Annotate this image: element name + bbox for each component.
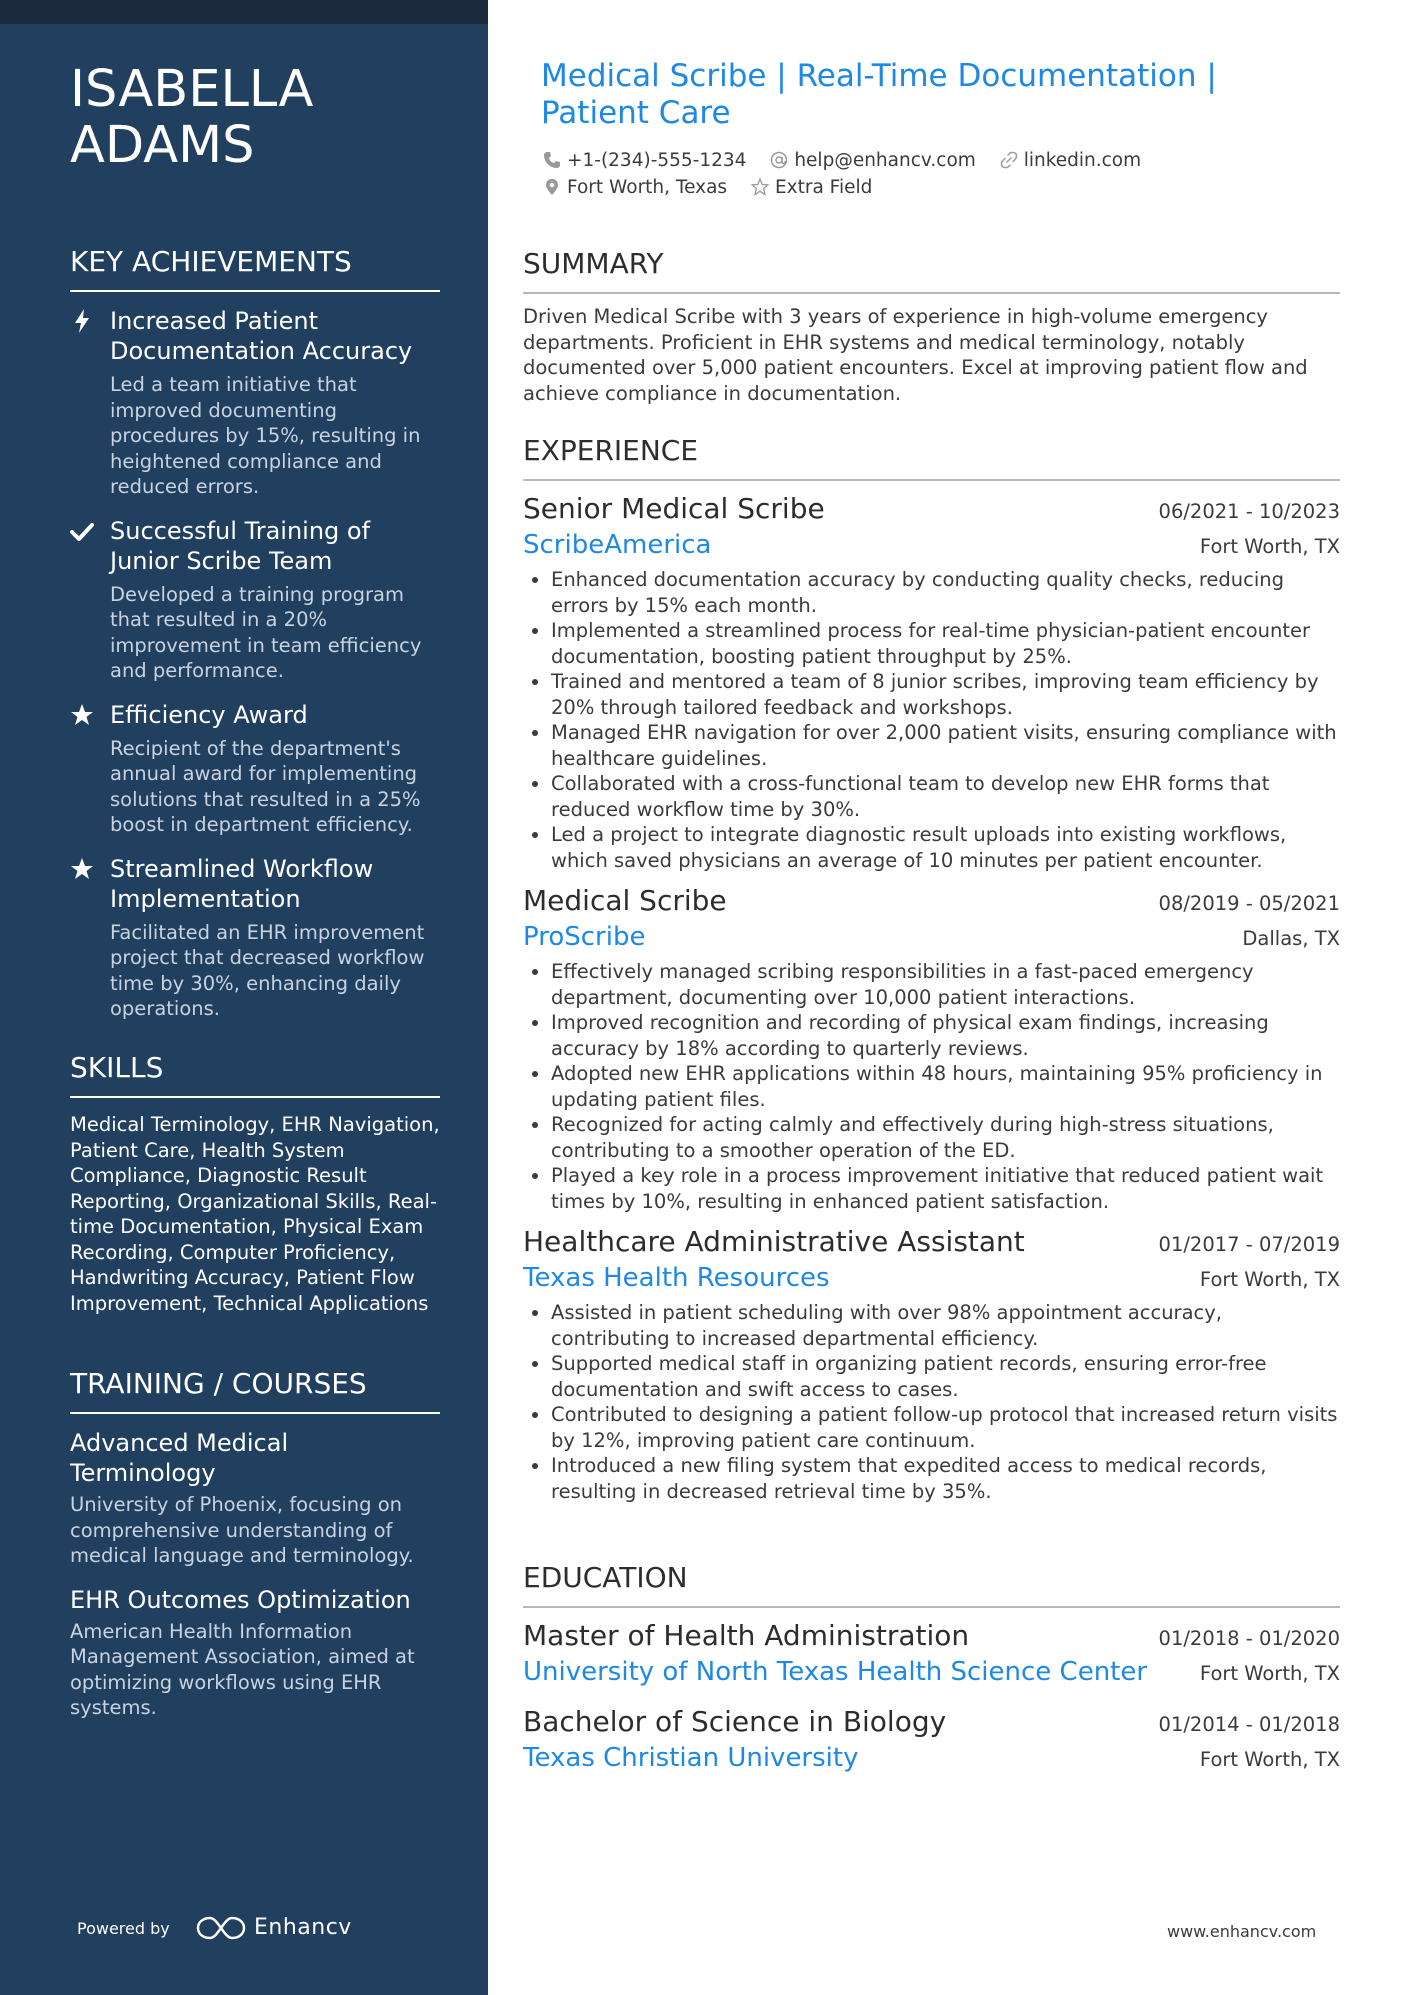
- job-bullet: • Collaborated with a cross-functional team to develop new EHR forms that reduced workflow time by 30%.: [551, 771, 1340, 822]
- course-item: [70, 1585, 440, 1721]
- job-bullet: • Managed EHR navigation for over 2,000 patient visits, ensuring compliance with healthcare guidelines.: [551, 720, 1340, 771]
- achievement-title: Increased Patient Documentation Accuracy: [110, 307, 413, 365]
- achievement-item: [70, 700, 440, 838]
- skills-list: Medical Terminology, EHR Navigation, Patient Care, Health System Compliance, Diagnostic Result Reporting, Organizational Skills, Real-time Documentation, Physical Exam Recording, Computer Proficiency, Handwriting Accuracy, Patient Flow Improvement, Technical Applications: [70, 1113, 440, 1315]
- job-entry: [523, 491, 1340, 873]
- achievement-item: [70, 516, 440, 684]
- experience-section: [523, 433, 1340, 1514]
- course-desc: University of Phoenix, focusing on comprehensive understanding of medical language and terminology.: [70, 1493, 414, 1567]
- enhancv-brand-name: Enhancv: [254, 1915, 352, 1940]
- enhancv-logo-icon: [196, 1914, 246, 1942]
- course-title: Advanced Medical Terminology: [70, 1429, 289, 1487]
- job-bullets: [523, 1300, 1340, 1504]
- job-entry: [523, 883, 1340, 1214]
- job-company: Texas Health Resources: [523, 1263, 830, 1293]
- sidebar-top-bar: [0, 0, 488, 24]
- job-title: Medical Scribe: [523, 884, 727, 917]
- education-entry: [523, 1704, 1340, 1776]
- education-school: Texas Christian University: [523, 1743, 859, 1773]
- achievement-desc: Led a team initiative that improved documenting procedures by 15%, resulting in heightened compliance and reduced errors.: [110, 373, 421, 498]
- course-desc: American Health Information Management Association, aimed at optimizing workflows using EHR systems.: [70, 1619, 415, 1719]
- education-degree: Master of Health Administration: [523, 1619, 970, 1652]
- contact-linkedin[interactable]: [1000, 147, 1141, 174]
- training-section: [70, 1366, 440, 1737]
- job-bullet: • Improved recognition and recording of physical exam findings, increasing accuracy by 18% according to quarterly reviews.: [551, 1010, 1340, 1061]
- job-bullet: • Effectively managed scribing responsibilities in a fast-paced emergency department, documenting over 10,000 patient interactions.: [551, 959, 1340, 1010]
- summary-text: Driven Medical Scribe with 3 years of experience in high-volume emergency departments. Proficient in EHR systems and medical terminology, notably documented over 5,000 patient encounters. Excel at improving patient flow and achieve compliance in documentation.: [523, 305, 1308, 405]
- job-bullet: • Led a project to integrate diagnostic result uploads into existing workflows, which saved physicians an average of 10 minutes per patient encounter.: [551, 822, 1340, 873]
- key-achievements-heading: KEY ACHIEVEMENTS: [70, 244, 440, 292]
- job-bullets: [523, 959, 1340, 1214]
- achievement-desc: Recipient of the department's annual award for implementing solutions that resulted in a 25% boost in department efficiency.: [110, 736, 421, 836]
- contact-email[interactable]: [770, 147, 975, 174]
- job-bullet: • Trained and mentored a team of 8 junior scribes, improving team efficiency by 20% through tailored feedback and workshops.: [551, 669, 1340, 720]
- job-dates: 01/2017 - 07/2019: [1158, 1233, 1340, 1256]
- job-title: Healthcare Administrative Assistant: [523, 1225, 1025, 1258]
- job-company: ScribeAmerica: [523, 530, 712, 560]
- job-dates: 08/2019 - 05/2021: [1158, 892, 1340, 915]
- education-section: [523, 1560, 1340, 1790]
- job-bullet: • Implemented a streamlined process for real-time physician-patient encounter documentation, boosting patient throughput by 25%.: [551, 618, 1340, 669]
- footer-url[interactable]: www.enhancv.com: [1167, 1922, 1317, 1941]
- job-bullet: • Contributed to designing a patient follow-up protocol that increased return visits by 12%, improving patient care continuum.: [551, 1402, 1340, 1453]
- job-bullets: [523, 567, 1340, 873]
- achievement-title: Successful Training of Junior Scribe Team: [110, 516, 371, 575]
- key-achievements-section: [70, 244, 440, 1038]
- education-heading: EDUCATION: [523, 1560, 1340, 1608]
- sidebar: [0, 0, 488, 1995]
- skills-heading: SKILLS: [70, 1050, 440, 1098]
- at-icon: [770, 151, 788, 169]
- job-company: ProScribe: [523, 922, 646, 952]
- job-bullet: • Enhanced documentation accuracy by conducting quality checks, reducing errors by 15% each month.: [551, 567, 1340, 618]
- job-location: Dallas, TX: [1242, 927, 1340, 950]
- job-bullet: • Recognized for acting calmly and effectively during high-stress situations, contributing to a smoother operation of the ED.: [551, 1112, 1340, 1163]
- contact-info: [543, 147, 1323, 201]
- achievement-item: [70, 854, 440, 1022]
- job-entry: [523, 1224, 1340, 1504]
- job-bullet: • Adopted new EHR applications within 48 hours, maintaining 95% proficiency in updating patient files.: [551, 1061, 1340, 1112]
- phone-icon: [543, 151, 561, 169]
- achievement-item: [70, 306, 440, 500]
- contact-location: [543, 174, 727, 201]
- job-bullet: • Supported medical staff in organizing patient records, ensuring error-free documentation and swift access to cases.: [551, 1351, 1340, 1402]
- education-location: Fort Worth, TX: [1199, 1662, 1340, 1685]
- education-dates: 01/2018 - 01/2020: [1158, 1627, 1340, 1650]
- extra-field-text: Extra Field: [774, 177, 873, 198]
- education-location: Fort Worth, TX: [1199, 1748, 1340, 1771]
- location-text: Fort Worth, Texas: [567, 177, 728, 198]
- powered-by-label: Powered by: [77, 1919, 170, 1938]
- job-bullet: • Assisted in patient scheduling with over 98% appointment accuracy, contributing to increased departmental efficiency.: [551, 1300, 1340, 1351]
- education-school: University of North Texas Health Science Center: [523, 1657, 1148, 1687]
- job-bullet: • Introduced a new filing system that expedited access to medical records, resulting in decreased retrieval time by 35%.: [551, 1453, 1340, 1504]
- phone-text: +1-(234)-555-1234: [567, 150, 747, 171]
- job-bullet: • Played a key role in a process improvement initiative that reduced patient wait times by 10%, resulting in enhanced patient satisfaction.: [551, 1163, 1340, 1214]
- star-outline-icon: [751, 178, 769, 196]
- course-item: [70, 1428, 440, 1569]
- location-pin-icon: [543, 178, 561, 196]
- achievement-desc: Developed a training program that resulted in a 20% improvement in team efficiency and performance.: [110, 582, 422, 682]
- summary-heading: SUMMARY: [523, 246, 1340, 294]
- achievement-title: Streamlined Workflow Implementation: [110, 854, 374, 913]
- education-dates: 01/2014 - 01/2018: [1158, 1713, 1340, 1736]
- education-degree: Bachelor of Science in Biology: [523, 1705, 947, 1738]
- job-dates: 06/2021 - 10/2023: [1158, 500, 1340, 523]
- contact-phone[interactable]: [543, 147, 746, 174]
- summary-section: [523, 246, 1340, 406]
- bolt-icon: [70, 308, 94, 334]
- star-icon: [70, 702, 94, 728]
- course-title: EHR Outcomes Optimization: [70, 1585, 411, 1614]
- candidate-name: ISABELLA ADAMS: [70, 60, 314, 175]
- job-title: Senior Medical Scribe: [523, 492, 825, 525]
- skills-section: [70, 1050, 440, 1316]
- training-heading: TRAINING / COURSES: [70, 1366, 440, 1414]
- achievement-desc: Facilitated an EHR improvement project that decreased workflow time by 30%, enhancing daily operations.: [110, 920, 425, 1020]
- check-icon: [70, 518, 94, 544]
- education-entry: [523, 1618, 1340, 1690]
- email-text: help@enhancv.com: [794, 150, 976, 171]
- resume-headline: Medical Scribe | Real-Time Documentation | Patient Care: [541, 58, 1217, 131]
- job-location: Fort Worth, TX: [1199, 535, 1340, 558]
- contact-extra: [751, 174, 872, 201]
- experience-heading: EXPERIENCE: [523, 433, 1340, 481]
- linkedin-text: linkedin.com: [1023, 150, 1142, 171]
- star-icon: [70, 856, 94, 882]
- link-icon: [1000, 151, 1018, 169]
- achievement-title: Efficiency Award: [110, 700, 308, 729]
- job-location: Fort Worth, TX: [1199, 1268, 1340, 1291]
